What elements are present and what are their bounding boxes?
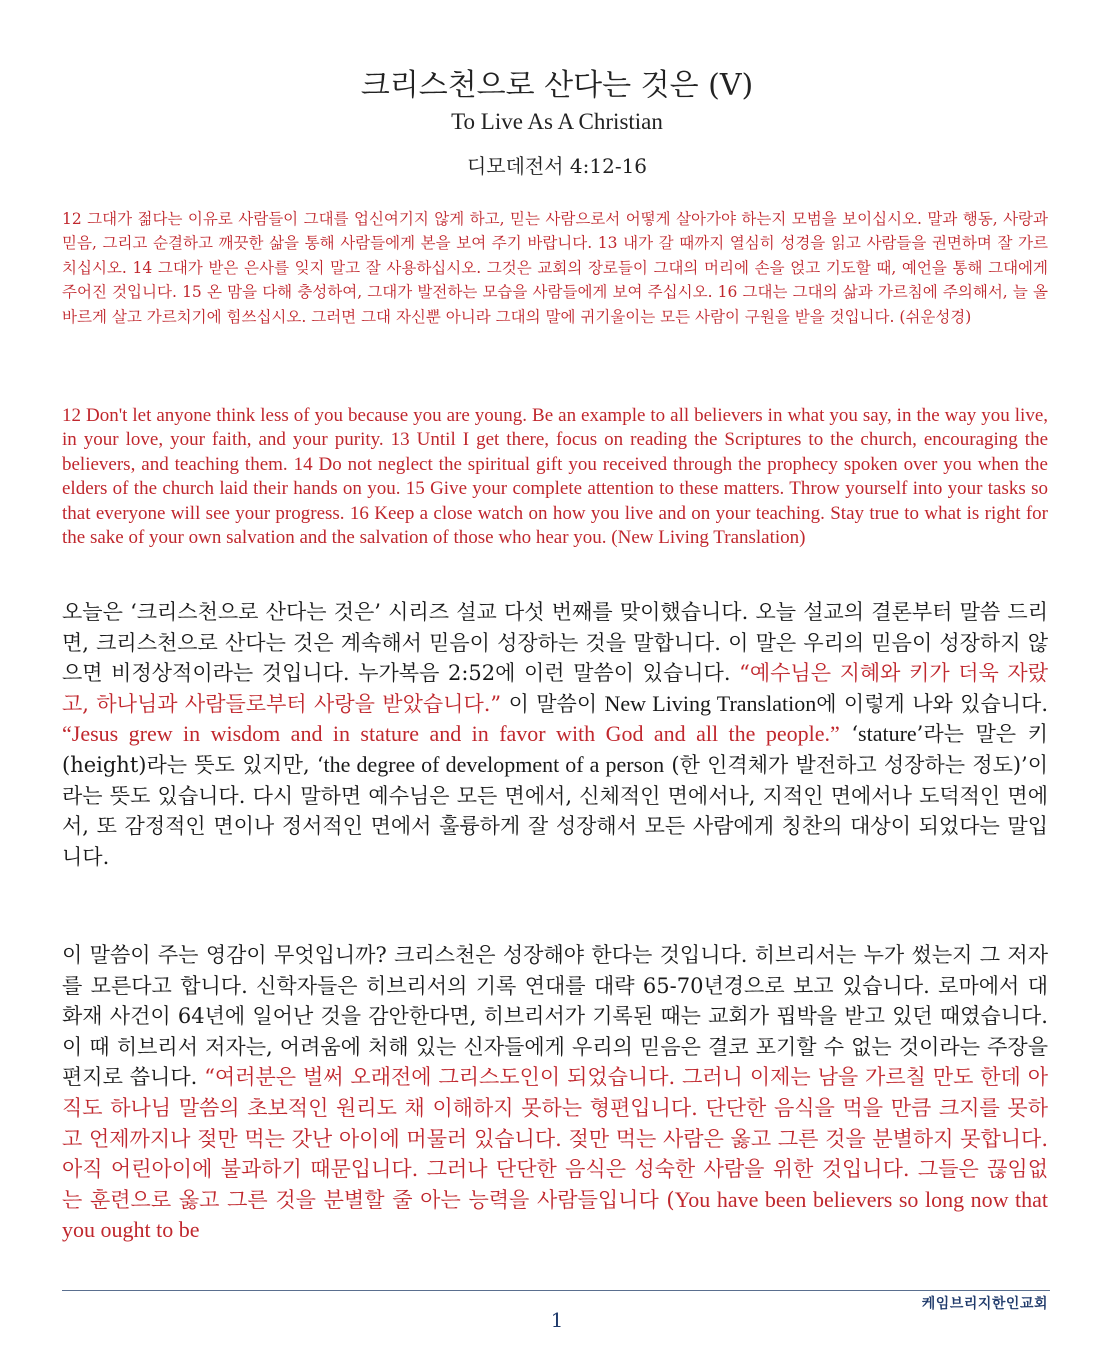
quote-english: You have been believers so long now that you ought to be <box>62 1186 1048 1243</box>
paragraph-text: 이 말씀이 <box>501 691 605 716</box>
sermon-paragraph-1 <box>62 597 1048 872</box>
scripture-reference: 디모데전서 4:12-16 <box>466 154 648 178</box>
church-name: 케임브리지한인교회 <box>921 1296 1048 1312</box>
paragraph-text: ‘ <box>839 722 859 747</box>
quote-korean: “예수님은 지혜와 키가 더욱 자랐고, 하나님과 사람들로부터 사랑을 받았습니다.” <box>62 661 1048 716</box>
paragraph-text: 오늘은 ‘크리스천으로 산다는 것은’ 시리즈 설교 다섯 번째를 맞이했습니다. 오늘 설교의 결론부터 말씀 드리면, 크리스천으로 산다는 것은 계속해서 믿음이 성장하는 것을 말합니다. 이 말은 우리의 믿음이 성장하지 않으면 비정상적이라는 것입니다. 누가복음 2:52에 이런 말씀이 있습니다. <box>62 600 1048 686</box>
footer-divider <box>62 1290 1050 1291</box>
quote-korean: “여러분은 벌써 오래전에 그리스도인이 되었습니다. 그러니 이제는 남을 가르칠 만도 한데 아직도 하나님 말씀의 초보적인 원리도 채 이해하지 못하는 형편입니다. 단단한 음식을 먹을 만큼 크지를 못하고 언제까지나 젖만 먹는 갓난 아이에 머물러 있습니다. 젖만 먹는 사람은 옳고 그른 것을 분별하지 못합니다. 아직 어린아이에 불과하기 때문입니다. 그러나 단단한 음식은 성숙한 사람을 위한 것입니다. 그들은 끊임없는 훈련으로 옳고 그른 것을 분별할 줄 아는 능력을 사람들입니다 ( <box>62 1065 1048 1212</box>
sermon-paragraph-2 <box>62 940 1048 1246</box>
page-subtitle: To Live As A Christian <box>451 109 663 134</box>
term-stature: stature <box>858 721 917 747</box>
translation-name: New Living Translation <box>604 690 817 716</box>
page-number: 1 <box>550 1308 564 1332</box>
paragraph-text: 에 이렇게 나와 있습니다. <box>816 691 1048 716</box>
scripture-text-korean: 12 그대가 젊다는 이유로 사람들이 그대를 업신여기지 않게 하고, 믿는 사람으로서 어떻게 살아가야 하는지 모범을 보이십시오. 말과 행동, 사랑과 믿음, 그리고 순결하고 깨끗한 삶을 통해 사람들에게 본을 보여 주기 바랍니다. 13 내가 갈 때까지 열심히 성경을 읽고 사람들을 권면하며 잘 가르치십시오. 14 그대가 받은 은사를 잊지 말고 잘 사용하십시오. 그것은 교회의 장로들이 그대의 머리에 손을 얹고 기도할 때, 예언을 통해 그대에게 주어진 것입니다. 15 온 맘을 다해 충성하여, 그대가 발전하는 모습을 사람들에게 보여 주십시오. 16 그대는 그대의 삶과 가르침에 주의해서, 늘 올바르게 살고 가르치기에 힘쓰십시오. 그러면 그대 자신뿐 아니라 그대의 말에 귀기울이는 모든 사람이 구원을 받을 것입니다. (쉬운성경) <box>62 210 1048 326</box>
scripture-text-english: 12 Don't let anyone think less of you because you are young. Be an example to all believers in what you say, in the way you live, in your love, your faith, and your purity. 13 Until I get there, focus on reading the Scriptures to the church, encouraging the believers, and teaching them. 14 Do not neglect the spiritual gift you received through the prophecy spoken over you when the elders of the church laid their hands on you. 15 Give your complete attention to these matters. Throw yourself into your tasks so that everyone will see your progress. 16 Keep a close watch on how you live and on your teaching. Stay true to what is right for the sake of your own salvation and the salvation of those who hear you. (New Living Translation) <box>62 405 1048 549</box>
paragraph-text: 이 말씀이 주는 영감이 무엇입니까? 크리스천은 성장해야 한다는 것입니다. 히브리서는 누가 썼는지 그 저자를 모른다고 합니다. 신학자들은 히브리서의 기록 연대를 대략 65-70년경으로 보고 있습니다. 로마에서 대 화재 사건이 64년에 일어난 것을 감안한다면, 히브리서가 기록된 때는 교회가 핍박을 받고 있던 때였습니다. 이 때 히브리서 저자는, 어려움에 처해 있는 신자들에게 우리의 믿음은 결코 포기할 수 없는 것이라는 주장을 편지로 씁니다. <box>62 943 1048 1090</box>
quote-english: “Jesus grew in wisdom and in stature and in favor with God and all the people.” <box>62 721 840 747</box>
paragraph-text: (한 인격체가 발전하고 성장하는 정도)’이라는 뜻도 있습니다. 다시 말하면 예수님은 모든 면에서, 신체적인 면에서나, 지적인 면에서나 도덕적인 면에서, 또 감정적인 면이나 정서적인 면에서 훌륭하게 잘 성장해서 모든 사람에게 칭찬의 대상이 되었다는 말입니다. <box>62 752 1049 869</box>
term-definition: the degree of development of a person <box>323 751 665 777</box>
paragraph-text: ’라는 말은 키 (height)라는 뜻도 있지만, ‘ <box>62 722 1048 777</box>
page-title: 크리스천으로 산다는 것은 (V) <box>360 68 754 103</box>
